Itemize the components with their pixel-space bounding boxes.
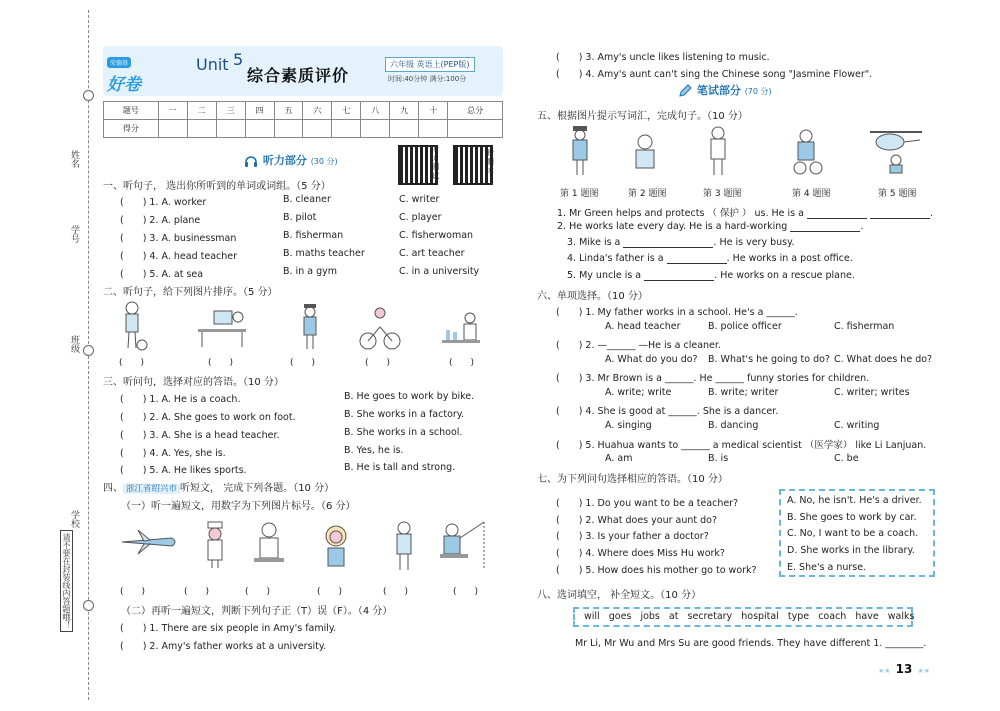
question-item: ( ) 2. A. She goes to work on foot. <box>120 412 296 423</box>
page-title: 综合素质评价 <box>247 66 350 85</box>
score-cell[interactable] <box>187 120 216 138</box>
nurse-picture <box>200 520 230 570</box>
option-a: A. head teacher <box>605 321 681 332</box>
option-c: C. player <box>399 212 442 223</box>
answer-option: B. She goes to work by car. <box>787 512 917 523</box>
question-item: ( ) 2. A. plane <box>120 215 201 226</box>
bike-rider-picture <box>358 305 402 351</box>
score-cell[interactable] <box>274 120 303 138</box>
option-c: C. fisherman <box>834 321 895 332</box>
option-a: A. What do you do? <box>605 354 698 365</box>
option-b: B. What's he going to do? <box>708 354 830 365</box>
score-table <box>103 101 503 138</box>
score-cell[interactable] <box>361 120 390 138</box>
question-item: ( ) 4. A. head teacher <box>120 251 238 262</box>
question-item: ( ) 3. Mr Brown is a ______. He ______ funny stories for children. <box>556 373 870 384</box>
answer-paren[interactable]: ( ) <box>208 358 234 368</box>
headphones-icon <box>243 153 259 169</box>
class-label: 班级 <box>69 335 79 353</box>
question-item: ( ) 1. My father works in a school. He's a ______. <box>556 307 798 318</box>
option-a: A. write; write <box>605 387 672 398</box>
passage-text: Mr Li, Mr Wu and Mrs Su are good friends. They have different 1. ________. <box>575 638 927 649</box>
option-c: C. in a university <box>399 266 480 277</box>
score-value-row <box>104 120 503 138</box>
section-4-part-2: （二）再听一遍短文，判断下列句子正（T）误（F）。（4 分） <box>121 606 393 617</box>
question-item: ( ) 5. Huahua wants to ______ a medical scientist （医学家） like Li Lanjuan. <box>556 440 927 451</box>
police-officer-picture <box>568 125 592 177</box>
office-picture <box>196 305 248 349</box>
score-cell[interactable] <box>303 120 332 138</box>
writing-title: 笔试部分 (70 分) <box>677 82 772 99</box>
answer-blank[interactable] <box>667 263 727 264</box>
airplane-picture <box>120 528 178 556</box>
fill-sentence: 4. Linda's father is a . He works in a post office. <box>567 253 853 264</box>
score-cell[interactable] <box>419 120 448 138</box>
question-item: ( ) 1. Do you want to be a teacher? <box>556 498 739 509</box>
number-label: 学号 <box>69 225 79 243</box>
question-item: ( ) 1. There are six people in Amy's family. <box>120 623 337 634</box>
option-c: C. fisherwoman <box>399 230 474 241</box>
option-b: B. He is tall and strong. <box>344 462 456 473</box>
binding-hole <box>83 600 94 611</box>
option-b: B. He goes to work by bike. <box>344 391 475 402</box>
binding-notice: 请不要在封装线内答题哦！ <box>60 530 73 632</box>
table-cell: 一 <box>158 102 187 120</box>
option-b: B. write; writer <box>708 387 779 398</box>
table-cell: 八 <box>361 102 390 120</box>
helicopter-picture <box>866 128 926 174</box>
unit-label: Unit <box>196 55 229 74</box>
section-2-title: 二、听句子，给下列图片排序。（5 分） <box>103 287 278 298</box>
figure-label: 第 2 题图 <box>628 189 667 199</box>
school-label: 学校 <box>69 510 79 528</box>
time-info: 时间:40分钟 满分:100分 <box>388 75 467 83</box>
table-cell: 九 <box>390 102 419 120</box>
option-c: C. art teacher <box>399 248 465 259</box>
table-cell: 二 <box>187 102 216 120</box>
question-item: ( ) 3. A. businessman <box>120 233 237 244</box>
question-item: ( ) 4. A. Yes, she is. <box>120 448 226 459</box>
score-header-row <box>104 102 503 120</box>
doctor-picture <box>252 520 286 570</box>
answer-paren[interactable]: ( ) <box>449 358 475 368</box>
answer-blank[interactable] <box>644 280 714 281</box>
answer-paren[interactable]: ( ) <box>317 587 343 597</box>
brand-logo <box>107 50 157 94</box>
answer-blank[interactable] <box>790 231 860 232</box>
figure-label: 第 3 题图 <box>703 189 742 199</box>
coach-picture <box>118 300 150 352</box>
name-label: 姓名 <box>69 150 79 168</box>
option-a: A. singing <box>605 420 652 431</box>
section-7-title: 七、为下列问句选择相应的答语。（10 分） <box>537 474 728 485</box>
question-item: ( ) 2. What does your aunt do? <box>556 515 718 526</box>
star-icon: ★★ <box>917 667 931 675</box>
table-cell: 三 <box>216 102 245 120</box>
region-tag: 浙江省绍兴市 <box>123 484 180 494</box>
postman-picture <box>790 128 824 176</box>
section-3-title: 三、听问句，选择对应的答语。（10 分） <box>103 377 284 388</box>
score-cell[interactable] <box>245 120 274 138</box>
score-cell[interactable] <box>390 120 419 138</box>
answer-paren[interactable]: ( ) <box>184 587 210 597</box>
section-6-title: 六、单项选择。（10 分） <box>537 291 648 302</box>
binding-hole <box>83 90 94 101</box>
answer-paren[interactable]: ( ) <box>119 358 145 368</box>
fill-sentence: 5. My uncle is a . He works on a rescue plane. <box>567 270 855 281</box>
question-item: ( ) 2. Amy's father works at a university. <box>120 641 327 652</box>
option-b: B. police officer <box>708 321 782 332</box>
question-item: ( ) 5. A. at sea <box>120 269 204 280</box>
option-b: B. cleaner <box>283 194 331 205</box>
cleaner-picture <box>630 132 660 172</box>
question-item: ( ) 3. Amy's uncle likes listening to music. <box>556 52 770 63</box>
fisherman-picture <box>438 518 486 572</box>
table-cell: 四 <box>245 102 274 120</box>
option-b: B. pilot <box>283 212 317 223</box>
section-5-title: 五、根据图片提示写词汇，完成句子。（10 分） <box>537 111 748 122</box>
figure-label: 第 4 题图 <box>792 189 831 199</box>
answer-paren[interactable]: ( ) <box>365 358 391 368</box>
fill-sentence: 3. Mike is a . He is very busy. <box>567 237 795 248</box>
answer-option: D. She works in the library. <box>787 545 915 556</box>
question-item: ( ) 4. She is good at ______. She is a dancer. <box>556 406 779 417</box>
star-icon: ★★ <box>878 667 891 675</box>
option-b: B. She works in a factory. <box>344 409 465 420</box>
option-c: C. What does he do? <box>834 354 933 365</box>
option-b: B. fisherman <box>283 230 344 241</box>
qr-label: 错 题 本 <box>487 149 494 175</box>
man-picture <box>704 125 732 177</box>
option-c: C. writing <box>834 420 880 431</box>
score-cell[interactable] <box>158 120 187 138</box>
option-c: C. writer <box>399 194 440 205</box>
answer-option: E. She's a nurse. <box>787 562 867 573</box>
word-bank: will goes jobs at secretary hospital type coach have walks <box>584 611 915 622</box>
binding-margin <box>0 0 100 711</box>
binding-hole <box>83 345 94 356</box>
option-a: A. am <box>605 453 633 464</box>
section-4-title: 四、 浙江省绍兴市 听短文， 完成下列各题。（10 分） <box>103 483 335 494</box>
answer-paren[interactable]: ( ) <box>120 587 146 597</box>
answer-option: C. No, I want to be a coach. <box>787 528 919 539</box>
section-1-title: 一、听句子， 选出你所听到的单词或词组。（5 分） <box>103 181 331 192</box>
section-4-part-1: （一）听一遍短文，用数字为下列图片标号。（6 分） <box>121 501 356 512</box>
page-number: ★★ 13 ★★ <box>878 662 931 676</box>
question-item: ( ) 1. A. He is a coach. <box>120 394 241 405</box>
scientist-picture <box>440 310 482 352</box>
fill-sentence: 2. He works late every day. He is a hard-working . <box>557 221 864 232</box>
question-item: ( ) 4. Where does Miss Hu work? <box>556 548 725 559</box>
qr-label: 听 力 测 试 <box>432 145 439 180</box>
answer-paren[interactable]: ( ) <box>453 587 479 597</box>
section-8-title: 八、选词填空， 补全短文。（10 分） <box>537 590 702 601</box>
answer-blank[interactable] <box>623 247 713 248</box>
table-cell: 七 <box>332 102 361 120</box>
logo-text: 好卷 <box>107 75 141 95</box>
option-b: B. maths teacher <box>283 248 365 259</box>
option-c: C. writer; writes <box>834 387 910 398</box>
option-b: B. dancing <box>708 420 759 431</box>
option-c: C. be <box>834 453 859 464</box>
option-b: B. is <box>708 453 729 464</box>
table-cell: 总分 <box>448 102 503 120</box>
table-cell: 得分 <box>104 120 159 138</box>
question-item: ( ) 1. A. worker <box>120 197 207 208</box>
question-item: ( ) 3. Is your father a doctor? <box>556 531 709 542</box>
figure-label: 第 1 题图 <box>560 189 599 199</box>
answer-blank[interactable] <box>807 218 867 219</box>
score-cell[interactable] <box>216 120 245 138</box>
score-cell[interactable] <box>332 120 361 138</box>
listening-title: 听力部分 (30 分) <box>243 152 338 169</box>
answer-blank[interactable] <box>870 218 930 219</box>
question-item: ( ) 3. A. She is a head teacher. <box>120 430 280 441</box>
answer-option: A. No, he isn't. He's a driver. <box>787 495 922 506</box>
woman-picture <box>320 522 352 568</box>
option-b: B. in a gym <box>283 266 337 277</box>
brand-name: 荣德基 <box>107 57 131 68</box>
question-item: ( ) 2. —______ —He is a cleaner. <box>556 340 721 351</box>
question-item: ( ) 5. A. He likes sports. <box>120 465 247 476</box>
table-cell: 题号 <box>104 102 159 120</box>
figure-label: 第 5 题图 <box>878 189 917 199</box>
score-cell[interactable] <box>448 120 503 138</box>
fill-sentence: 1. Mr Green helps and protects （ 保护 ） us. He is a . <box>557 208 934 219</box>
unit-number: 5 <box>233 50 244 69</box>
table-cell: 六 <box>303 102 332 120</box>
police-picture <box>298 303 322 351</box>
table-cell: 五 <box>274 102 303 120</box>
answer-paren[interactable]: ( ) <box>383 587 409 597</box>
question-item: ( ) 4. Amy's aunt can't sing the Chinese song "Jasmine Flower". <box>556 69 873 80</box>
answer-paren[interactable]: ( ) <box>290 358 316 368</box>
answer-paren[interactable]: ( ) <box>245 587 271 597</box>
grade-tag: 六年级 英语上(PEP版) <box>385 57 475 72</box>
pencil-icon <box>677 83 693 99</box>
option-b: B. Yes, he is. <box>344 445 404 456</box>
question-item: ( ) 5. How does his mother go to work? <box>556 565 757 576</box>
worker-picture <box>390 520 418 572</box>
table-cell: 十 <box>419 102 448 120</box>
option-b: B. She works in a school. <box>344 427 463 438</box>
